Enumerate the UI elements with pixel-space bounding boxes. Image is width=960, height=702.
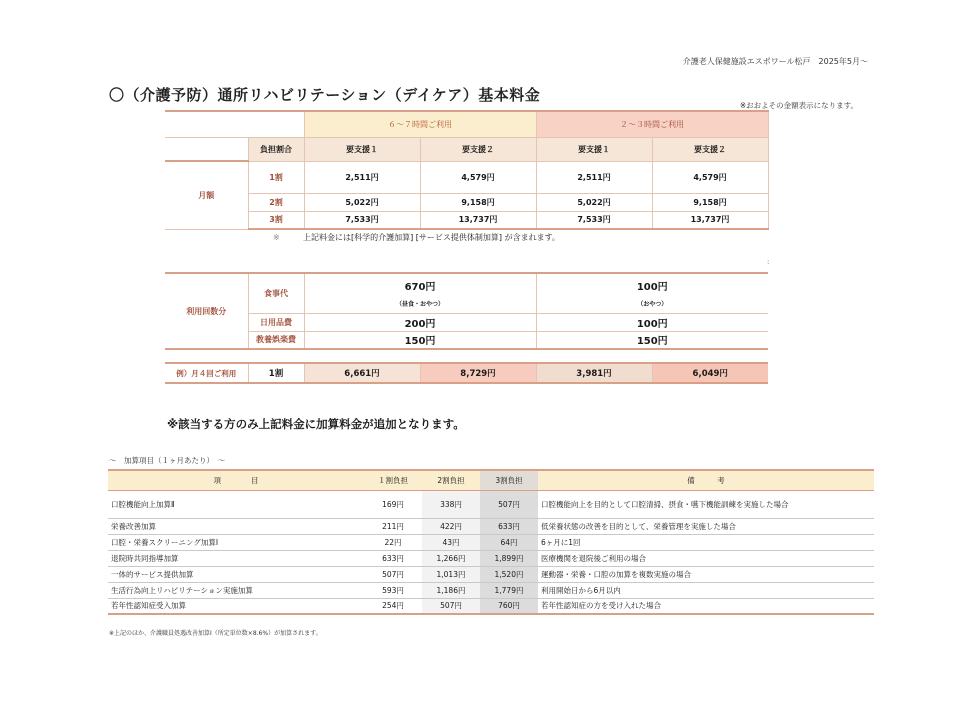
example-table: [165, 362, 768, 384]
monthly-fee-table: [165, 110, 769, 245]
page-title: 〇（介護予防）通所リハビリテーション（デイケア）基本料金: [109, 86, 541, 104]
addition-note: 利用開始日から6月以内: [538, 582, 874, 598]
addition-r1: 507円: [364, 566, 422, 582]
meal-short-value: 100円: [636, 282, 668, 294]
usage-charges-table: [165, 272, 768, 350]
note-mark: ※: [273, 233, 280, 242]
addition-r3: 1,779円: [480, 582, 538, 598]
addition-r1: 169円: [364, 490, 422, 518]
addition-item: 退院時共同指導加算: [108, 550, 364, 566]
meal-long-sub: （昼食・おやつ）: [395, 301, 444, 309]
culture-long: 150円: [304, 331, 536, 349]
addition-r2: 507円: [422, 598, 480, 614]
addition-r1: 22円: [364, 534, 422, 550]
usage-category: 利用回数分: [165, 273, 248, 349]
fee-value: 5,022円: [536, 193, 652, 211]
fee-value: 2,511円: [536, 161, 652, 193]
addition-item: 若年性認知症受入加算: [108, 598, 364, 614]
fee-value: 13,737円: [652, 211, 768, 229]
addition-note: 運動器・栄養・口腔の加算を複数実施の場合: [538, 566, 874, 582]
culture-short: 150円: [536, 331, 768, 349]
note-text: 上記料金には[科学的介護加算] [サービス提供体制加算] が含まれます。: [303, 233, 560, 242]
footnote: ※上記のほか、介護職員処遇改善加算Ⅰ（所定単位数×8.6%）が加算されます。: [109, 630, 322, 637]
monthly-category: 月額: [165, 161, 248, 229]
addition-note: 低栄養状態の改善を目的として、栄養管理を実施した場合: [538, 518, 874, 534]
addition-note: 6ヶ月に1回: [538, 534, 874, 550]
table-row: [108, 490, 874, 518]
level-header: 要支援１: [304, 137, 420, 161]
addition-r2: 338円: [422, 490, 480, 518]
example-value: 8,729円: [420, 363, 536, 383]
addition-r2: 1,013円: [422, 566, 480, 582]
culture-label: 教養娯楽費: [248, 331, 304, 349]
colon-mark: :: [767, 258, 770, 266]
included-note: [165, 229, 768, 245]
table-row: [108, 518, 874, 534]
fee-value: 9,158円: [420, 193, 536, 211]
blank-corner: [165, 111, 304, 137]
level-header: 要支援１: [536, 137, 652, 161]
addition-item: 口腔・栄養スクリーニング加算Ⅰ: [108, 534, 364, 550]
fee-value: 9,158円: [652, 193, 768, 211]
blank-cell: [165, 137, 248, 161]
addition-r2: 1,266円: [422, 550, 480, 566]
fee-value: 5,022円: [304, 193, 420, 211]
meal-short-cell: [536, 273, 768, 313]
approx-note: ※おおよその金額表示になります。: [739, 101, 858, 110]
additions-title: ～ 加算項目（１ヶ月あたり） ～: [109, 456, 226, 465]
table-row: [108, 598, 874, 614]
meal-label: 食事代: [248, 273, 304, 313]
burden-ratio-header: 負担割合: [248, 137, 304, 161]
table-row: [108, 534, 874, 550]
header-note: 備 考: [538, 470, 874, 490]
example-value: 3,981円: [536, 363, 652, 383]
addition-item: 一体的サービス提供加算: [108, 566, 364, 582]
addition-notice: ※該当する方のみ上記料金に加算料金が追加となります。: [167, 417, 465, 431]
daily-goods-label: 日用品費: [248, 313, 304, 331]
ratio-label: 1割: [248, 161, 304, 193]
table-row: [108, 566, 874, 582]
table-row: [108, 582, 874, 598]
daily-goods-long: 200円: [304, 313, 536, 331]
addition-note: 若年性認知症の方を受け入れた場合: [538, 598, 874, 614]
fee-value: 7,533円: [304, 211, 420, 229]
addition-r1: 633円: [364, 550, 422, 566]
facility-header: 介護老人保健施設エスポワール松戸 2025年5月～: [682, 57, 868, 66]
example-ratio: 1割: [248, 363, 304, 383]
fee-value: 2,511円: [304, 161, 420, 193]
meal-long-value: 670円: [404, 282, 436, 294]
header-3wari: 3割負担: [480, 470, 538, 490]
short-duration-header: ２～３時間ご利用: [536, 111, 768, 137]
level-header: 要支援２: [420, 137, 536, 161]
addition-r2: 422円: [422, 518, 480, 534]
header-item: 項 目: [108, 470, 364, 490]
addition-item: 口腔機能向上加算Ⅱ: [108, 490, 364, 518]
addition-r2: 1,186円: [422, 582, 480, 598]
long-duration-header: ６～７時間ご利用: [304, 111, 536, 137]
meal-short-sub: （おやつ）: [637, 301, 668, 309]
meal-long-cell: [304, 273, 536, 313]
level-header: 要支援２: [652, 137, 768, 161]
fee-value: 7,533円: [536, 211, 652, 229]
header-2wari: 2割負担: [422, 470, 480, 490]
header-1wari: １割負担: [364, 470, 422, 490]
example-value: 6,049円: [652, 363, 768, 383]
addition-note: 口腔機能向上を目的として口腔清掃、摂食・嚥下機能訓練を実施した場合: [538, 490, 874, 518]
fee-value: 13,737円: [420, 211, 536, 229]
addition-r3: 507円: [480, 490, 538, 518]
addition-r1: 211円: [364, 518, 422, 534]
addition-item: 生活行為向上リハビリテーション実施加算: [108, 582, 364, 598]
ratio-label: 3割: [248, 211, 304, 229]
fee-value: 4,579円: [652, 161, 768, 193]
addition-r3: 760円: [480, 598, 538, 614]
addition-note: 医療機関を退院後ご利用の場合: [538, 550, 874, 566]
addition-r3: 1,520円: [480, 566, 538, 582]
table-row: [108, 550, 874, 566]
addition-r1: 593円: [364, 582, 422, 598]
addition-r2: 43円: [422, 534, 480, 550]
addition-r3: 64円: [480, 534, 538, 550]
example-value: 6,661円: [304, 363, 420, 383]
addition-r3: 1,899円: [480, 550, 538, 566]
addition-r3: 633円: [480, 518, 538, 534]
addition-r1: 254円: [364, 598, 422, 614]
example-label: 例）月４回ご利用: [165, 363, 248, 383]
fee-value: 4,579円: [420, 161, 536, 193]
additions-table: [108, 469, 874, 615]
addition-item: 栄養改善加算: [108, 518, 364, 534]
daily-goods-short: 100円: [536, 313, 768, 331]
ratio-label: 2割: [248, 193, 304, 211]
